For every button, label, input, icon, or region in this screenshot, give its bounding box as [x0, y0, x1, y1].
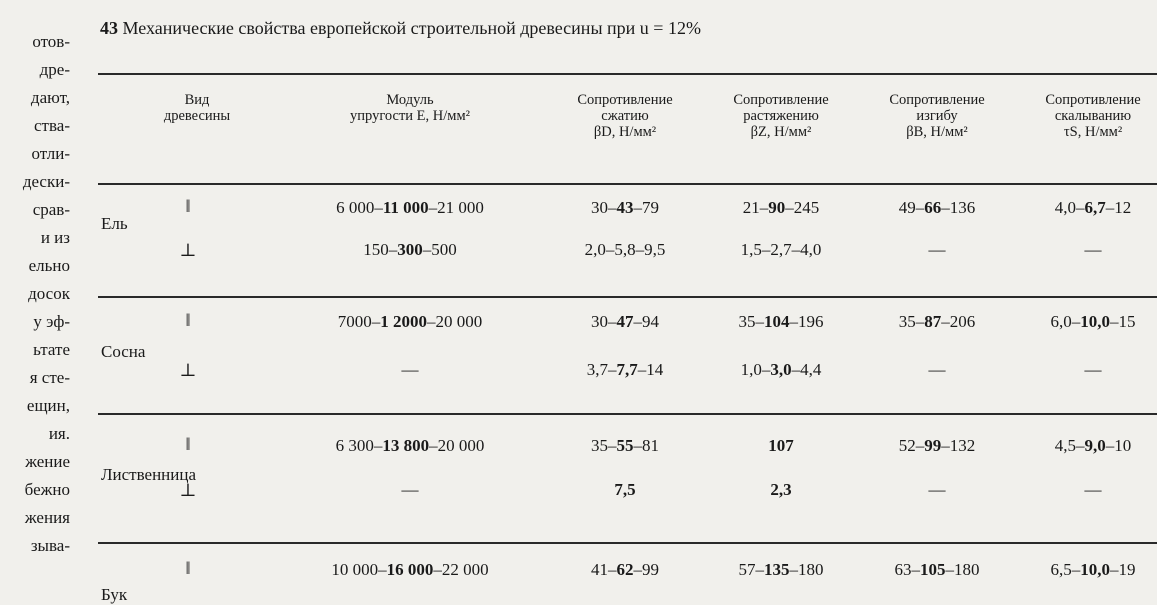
table-cell: [290, 198, 530, 218]
cell-value-mean: 62: [616, 560, 634, 579]
table-cell: [711, 360, 851, 380]
cell-value-range: —: [1084, 240, 1102, 259]
cell-value-range: 63–: [894, 560, 920, 579]
row-divider: [98, 542, 1157, 544]
column-header-line: скалыванию: [1054, 108, 1132, 124]
table-cell: [867, 436, 1007, 456]
cell-value-range: –22 000: [433, 560, 489, 579]
cell-value-range: 6,0–: [1050, 312, 1081, 331]
cell-value-mean: 104: [764, 312, 790, 331]
left-line: дают,: [30, 88, 70, 107]
cell-value-range: –500: [422, 240, 457, 259]
cell-value-range: –79: [633, 198, 659, 217]
table-cell: [711, 560, 851, 580]
table-caption: [100, 18, 701, 39]
cell-value-range: 6 300–: [335, 436, 383, 455]
table-cell: [290, 312, 530, 332]
species-label: Лиственница: [101, 465, 197, 484]
cell-value-mean: 107: [768, 436, 794, 455]
table-cell: [1023, 480, 1157, 500]
left-line: у эф-: [33, 312, 70, 331]
column-header-line: Сопротивление: [1045, 92, 1141, 108]
cell-value-mean: 99: [924, 436, 942, 455]
cell-value-range: –180: [945, 560, 980, 579]
left-line: отов-: [32, 32, 70, 51]
table-cell: [555, 360, 695, 380]
table-cell: [290, 436, 530, 456]
cell-value-range: –14: [637, 360, 664, 379]
left-line: дре-: [39, 60, 70, 79]
column-header-line: βB, Н/мм²: [906, 124, 968, 140]
cell-value-mean: 66: [924, 198, 942, 217]
cell-value-range: –10: [1105, 436, 1132, 455]
cell-value-mean: 11 000: [382, 198, 429, 217]
cell-value-range: 41–: [591, 560, 617, 579]
cell-value-range: —: [928, 480, 946, 499]
left-line: я сте-: [29, 368, 70, 387]
column-header-line: Сопротивление: [577, 92, 673, 108]
cell-value-mean: 7,5: [614, 480, 636, 499]
table-cell: [711, 480, 851, 500]
cell-value-mean: 13 800: [382, 436, 430, 455]
table-cell: [290, 240, 530, 260]
cell-value-mean: 55: [616, 436, 634, 455]
cell-value-range: 7000–: [337, 312, 381, 331]
column-header-line: βD, Н/мм²: [593, 124, 657, 140]
cell-value-range: 1,0–: [740, 360, 771, 379]
cell-value-range: –12: [1105, 198, 1132, 217]
column-header: [1023, 92, 1157, 140]
species-label: Ель: [101, 214, 128, 233]
cell-value-mean: 300: [397, 240, 423, 259]
cell-value-mean: 135: [764, 560, 790, 579]
table-number: 43: [100, 18, 118, 38]
cell-value-range: 4,5–: [1054, 436, 1085, 455]
left-page-text-fragment: [0, 28, 70, 560]
left-line: срав-: [32, 200, 70, 219]
cell-value-mean: 7,7: [616, 360, 638, 379]
cell-value-range: –81: [633, 436, 659, 455]
column-header-line: Сопротивление: [889, 92, 985, 108]
left-line: ельно: [28, 256, 70, 275]
table-cell: [711, 240, 851, 260]
table-title: Механические свойства европейской строительной древесины при u = 12%: [122, 18, 701, 38]
column-header: [555, 92, 695, 140]
cell-value-range: —: [928, 360, 946, 379]
cell-value-range: –196: [789, 312, 824, 331]
cell-value-range: –20 000: [427, 312, 483, 331]
cell-value-mean: 9,0: [1084, 436, 1106, 455]
species-label: Бук: [101, 585, 128, 604]
column-header-line: βZ, Н/мм²: [750, 124, 812, 140]
column-header: [122, 92, 272, 124]
cell-value-range: 3,7–: [586, 360, 617, 379]
cell-value-mean: 10,0: [1080, 312, 1110, 331]
table-cell: [867, 312, 1007, 332]
cell-value-range: 57–: [738, 560, 764, 579]
left-line: бежно: [24, 480, 70, 499]
parallel-grain-icon: ‖: [185, 558, 191, 578]
column-header: [867, 92, 1007, 140]
cell-value-mean: 10,0: [1080, 560, 1110, 579]
cell-value-range: –132: [941, 436, 976, 455]
cell-value-range: 30–: [591, 312, 617, 331]
table-cell: [555, 436, 695, 456]
column-header-line: Модуль: [386, 92, 434, 108]
cell-value-range: 1,5–2,7–4,0: [740, 240, 822, 259]
cell-value-mean: 43: [616, 198, 634, 217]
cell-value-range: –99: [633, 560, 659, 579]
table-cell: [1023, 312, 1157, 332]
perpendicular-grain-icon: ⊥: [179, 480, 197, 500]
table-cell: [1023, 198, 1157, 218]
top-rule: [98, 73, 1157, 75]
column-header: [295, 92, 525, 124]
left-line: досок: [28, 284, 70, 303]
cell-value-range: 150–: [363, 240, 398, 259]
cell-value-mean: 47: [616, 312, 634, 331]
table-cell: [1023, 360, 1157, 380]
cell-value-mean: 105: [920, 560, 946, 579]
column-header-line: упругости E, Н/мм²: [350, 108, 470, 124]
table-cell: [555, 480, 695, 500]
left-line: ещин,: [26, 396, 70, 415]
cell-value-range: –94: [633, 312, 659, 331]
column-header-line: Вид: [184, 92, 210, 108]
perpendicular-grain-icon: ⊥: [179, 360, 197, 380]
cell-value-mean: 3,0: [770, 360, 792, 379]
table-cell: [1023, 240, 1157, 260]
left-line: отли-: [31, 144, 70, 163]
column-header-line: растяжению: [743, 108, 819, 124]
cell-value-range: –180: [789, 560, 824, 579]
cell-value-range: –206: [941, 312, 976, 331]
table-cell: [867, 560, 1007, 580]
table-cell: [555, 240, 695, 260]
column-header-line: изгибу: [916, 108, 958, 124]
cell-value-range: 4,0–: [1054, 198, 1085, 217]
cell-value-range: –21 000: [428, 198, 484, 217]
table-cell: [711, 436, 851, 456]
cell-value-range: 2,0–5,8–9,5: [584, 240, 666, 259]
column-header-line: τS, Н/мм²: [1063, 124, 1123, 140]
cell-value-range: –4,4: [791, 360, 822, 379]
cell-value-range: —: [1084, 480, 1102, 499]
row-divider: [98, 296, 1157, 298]
table-cell: [711, 198, 851, 218]
cell-value-mean: 87: [924, 312, 942, 331]
parallel-grain-icon: ‖: [185, 196, 191, 216]
cell-value-range: –19: [1110, 560, 1136, 579]
cell-value-range: –136: [941, 198, 976, 217]
table-cell: [290, 360, 530, 380]
left-line: жения: [24, 508, 70, 527]
cell-value-range: —: [401, 360, 419, 379]
left-line: ства-: [34, 116, 70, 135]
left-line: дески-: [22, 172, 70, 191]
table-cell: [555, 560, 695, 580]
left-line: жение: [25, 452, 70, 471]
table-cell: [867, 480, 1007, 500]
species-label: Сосна: [101, 342, 146, 361]
row-divider: [98, 413, 1157, 415]
cell-value-range: –245: [785, 198, 820, 217]
cell-value-range: 30–: [591, 198, 617, 217]
cell-value-mean: 1 2000: [380, 312, 427, 331]
table-cell: [1023, 436, 1157, 456]
left-line: ия.: [48, 424, 70, 443]
cell-value-range: 6,5–: [1050, 560, 1081, 579]
cell-value-range: –20 000: [429, 436, 485, 455]
cell-value-mean: 2,3: [770, 480, 792, 499]
left-line: зыва-: [30, 536, 70, 555]
cell-value-mean: 90: [768, 198, 786, 217]
cell-value-range: 35–: [591, 436, 617, 455]
cell-value-range: 49–: [898, 198, 925, 217]
cell-value-range: 21–: [742, 198, 769, 217]
cell-value-range: 35–: [898, 312, 925, 331]
table-cell: [867, 198, 1007, 218]
table-cell: [555, 312, 695, 332]
column-header-line: сжатию: [601, 108, 649, 124]
table-cell: [867, 240, 1007, 260]
cell-value-mean: 16 000: [386, 560, 434, 579]
header-rule: [98, 183, 1157, 185]
parallel-grain-icon: ‖: [185, 310, 191, 330]
cell-value-range: —: [1084, 360, 1102, 379]
column-header-line: древесины: [163, 108, 231, 124]
column-header-line: Сопротивление: [733, 92, 829, 108]
cell-value-mean: 6,7: [1084, 198, 1106, 217]
cell-value-range: —: [401, 480, 419, 499]
cell-value-range: 6 000–: [336, 198, 383, 217]
table-cell: [711, 312, 851, 332]
cell-value-range: —: [928, 240, 946, 259]
table-cell: [555, 198, 695, 218]
column-header: [711, 92, 851, 140]
left-line: и из: [40, 228, 70, 247]
cell-value-range: 35–: [738, 312, 764, 331]
parallel-grain-icon: ‖: [185, 434, 191, 454]
perpendicular-grain-icon: ⊥: [179, 240, 197, 260]
cell-value-range: 52–: [898, 436, 925, 455]
cell-value-range: 10 000–: [331, 560, 387, 579]
cell-value-range: –15: [1110, 312, 1136, 331]
table-cell: [290, 480, 530, 500]
table-cell: [1023, 560, 1157, 580]
table-cell: [867, 360, 1007, 380]
table-cell: [290, 560, 530, 580]
left-line: ьтате: [33, 340, 70, 359]
